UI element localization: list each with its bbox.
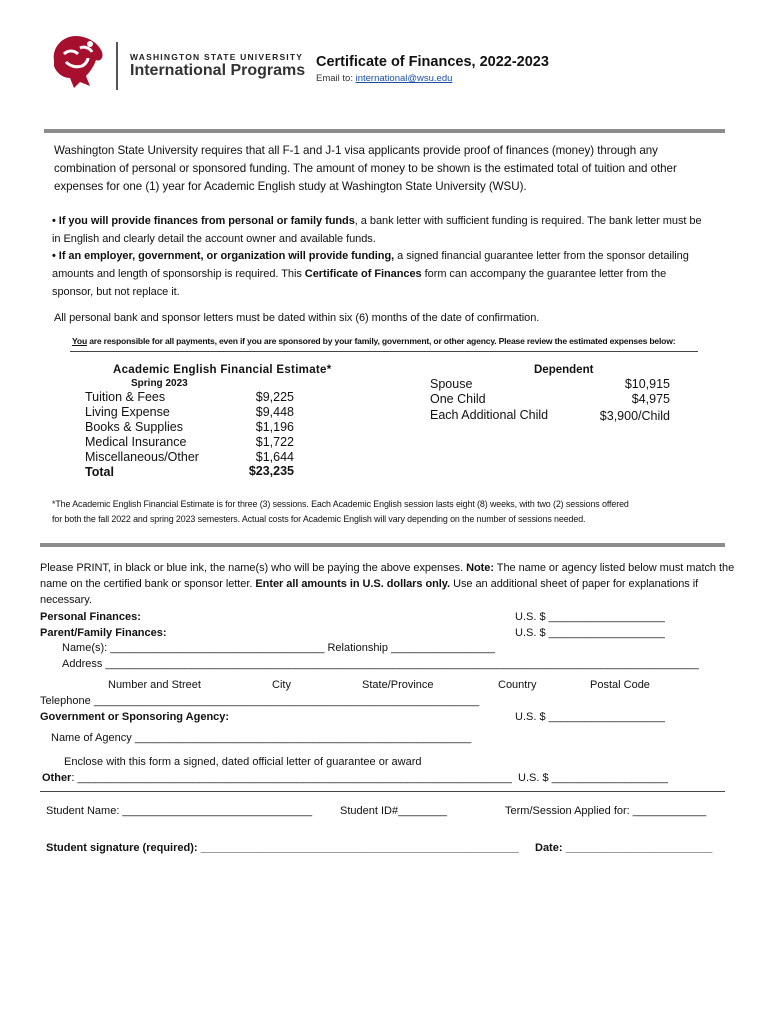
responsibility-note xyxy=(72,336,675,346)
instruction-line-3: necessary. xyxy=(40,594,92,606)
department-name: International Programs xyxy=(130,62,306,79)
estimate-amount: $1,722 xyxy=(255,435,294,449)
instruction-line-1 xyxy=(40,562,734,574)
instruction-line-2 xyxy=(40,578,698,590)
footnote-line-2: for both the fall 2022 and spring 2023 semesters. Actual costs for Academic English will vary depending on the number of sessions needed. xyxy=(52,514,586,524)
wsu-logo xyxy=(46,30,108,92)
bullet-personal xyxy=(52,215,702,227)
bullet-personal-bold: • If you will provide finances from personal or family funds xyxy=(52,215,355,227)
university-name: WASHINGTON STATE UNIVERSITY xyxy=(130,52,304,62)
estimate-amount: $1,644 xyxy=(255,450,294,464)
responsibility-you: You xyxy=(72,336,87,346)
estimate-label: Living Expense xyxy=(85,405,170,419)
parent-finances-amount[interactable]: U.S. $ ___________________ xyxy=(515,627,665,639)
student-signature-field[interactable]: Student signature (required): ____________________________________________________ xyxy=(46,842,519,854)
estimate-total-label: Total xyxy=(85,465,114,479)
estimate-heading: Academic English Financial Estimate* xyxy=(113,364,332,376)
names-relationship-field[interactable]: Name(s): ___________________________________ Relationship _________________ xyxy=(62,642,496,654)
intro-line-2: combination of personal or sponsored funding. The amount of money to be shown is the estimated total of tuition and other xyxy=(54,162,677,175)
bullet-personal-line-2: in English and clearly detail the account owner and available funds. xyxy=(52,233,376,245)
dependent-amount: $4,975 xyxy=(631,392,670,406)
estimate-label: Tuition & Fees xyxy=(85,390,166,404)
bullet-sponsor-bold: • If an employer, government, or organization will provide funding, xyxy=(52,250,395,262)
address-label-country: Country xyxy=(498,679,537,691)
other-label: Other xyxy=(42,772,72,784)
bullet-personal-rest: , a bank letter with sufficient funding is required. The bank letter must be xyxy=(354,215,702,227)
dated-note: All personal bank and sponsor letters must be dated within six (6) months of the date of confirmation. xyxy=(54,312,540,324)
address-label-street: Number and Street xyxy=(108,679,201,691)
estimate-term: Spring 2023 xyxy=(131,378,188,389)
page-title: Certificate of Finances, 2022-2023 xyxy=(316,54,549,70)
intro-line-1: Washington State University requires that all F-1 and J-1 visa applicants provide proof of finances (money) through any xyxy=(54,144,658,157)
signature-top-rule xyxy=(40,791,725,792)
bullet-sponsor-line-2a: amounts and length of sponsorship is required. This xyxy=(52,268,305,280)
bullet-sponsor xyxy=(52,250,689,262)
review-note: Please review the estimated expenses below: xyxy=(496,336,676,346)
table-top-rule xyxy=(70,351,698,352)
personal-finances-amount[interactable]: U.S. $ ___________________ xyxy=(515,611,665,623)
dependent-amount: $3,900/Child xyxy=(599,409,670,423)
instruction-1a: Please PRINT, in black or blue ink, the name(s) who will be paying the above expenses. xyxy=(40,562,467,574)
instruction-note: Note: xyxy=(466,562,494,574)
estimate-label: Medical Insurance xyxy=(85,435,187,449)
dependent-label: One Child xyxy=(430,392,486,406)
estimate-amount: $9,448 xyxy=(255,405,294,419)
logo-divider xyxy=(116,42,118,90)
bullet-sponsor-line-2 xyxy=(52,268,666,280)
other-field[interactable] xyxy=(42,772,512,784)
footnote-line-1: *The Academic English Financial Estimate is for three (3) sessions. Each Academic English session lasts eight (8) weeks, with two (2) sessions offered xyxy=(52,499,629,509)
estimate-amount: $9,225 xyxy=(255,390,294,404)
cougar-head-icon xyxy=(46,30,108,92)
bullet-sponsor-line-2c: form can accompany the guarantee letter from the xyxy=(421,268,667,280)
certificate-term: Certificate of Finances xyxy=(304,268,422,280)
address-field[interactable]: Address _________________________________________________________________________________________________ xyxy=(62,658,699,670)
estimate-label: Books & Supplies xyxy=(85,420,183,434)
signature-date-field[interactable]: Date: ________________________ xyxy=(535,842,713,854)
estimate-label: Miscellaneous/Other xyxy=(85,450,199,464)
bullet-sponsor-line-3: sponsor, but not replace it. xyxy=(52,286,180,298)
responsibility-rest: are responsible for all payments, even if you are sponsored by your family, government, or other agency. xyxy=(87,336,497,346)
intro-line-3: expenses for one (1) year for Academic English study at Washington State University (WSU). xyxy=(54,180,527,193)
student-id-field[interactable]: Student ID#________ xyxy=(340,805,448,817)
middle-divider xyxy=(40,543,725,547)
personal-finances-label: Personal Finances: xyxy=(40,611,141,623)
instruction-1c: The name or agency listed below must match the xyxy=(493,562,735,574)
term-applied-field[interactable]: Term/Session Applied for: ____________ xyxy=(505,805,707,817)
dependent-label: Spouse xyxy=(430,377,473,391)
top-divider xyxy=(44,129,725,133)
other-line: : _______________________________________________________________________ xyxy=(71,772,512,784)
government-agency-label: Government or Sponsoring Agency: xyxy=(40,711,230,723)
instruction-usd: Enter all amounts in U.S. dollars only. xyxy=(255,578,451,590)
email-link[interactable]: international@wsu.edu xyxy=(355,73,453,84)
telephone-field[interactable]: Telephone _______________________________________________________________ xyxy=(40,695,480,707)
enclose-note: Enclose with this form a signed, dated official letter of guarantee or award xyxy=(64,756,422,768)
dependent-label: Each Additional Child xyxy=(430,408,549,422)
estimate-total-amount: $23,235 xyxy=(248,464,294,478)
address-label-postal: Postal Code xyxy=(590,679,650,691)
student-name-field[interactable]: Student Name: _______________________________ xyxy=(46,805,313,817)
instruction-2c: Use an additional sheet of paper for explanations if xyxy=(450,578,699,590)
email-label: Email to: xyxy=(316,73,353,84)
address-label-state: State/Province xyxy=(362,679,434,691)
bullet-sponsor-rest: a signed financial guarantee letter from the sponsor detailing xyxy=(394,250,689,262)
parent-finances-label: Parent/Family Finances: xyxy=(40,627,167,639)
address-label-city: City xyxy=(272,679,291,691)
estimate-amount: $1,196 xyxy=(255,420,294,434)
agency-name-field[interactable]: Name of Agency _______________________________________________________ xyxy=(51,732,472,744)
government-agency-amount[interactable]: U.S. $ ___________________ xyxy=(515,711,665,723)
instruction-2a: name on the certified bank or sponsor letter. xyxy=(40,578,256,590)
email-line xyxy=(316,73,452,84)
dependent-heading: Dependent xyxy=(534,364,594,376)
dependent-amount: $10,915 xyxy=(624,377,670,391)
other-amount[interactable]: U.S. $ ___________________ xyxy=(518,772,668,784)
